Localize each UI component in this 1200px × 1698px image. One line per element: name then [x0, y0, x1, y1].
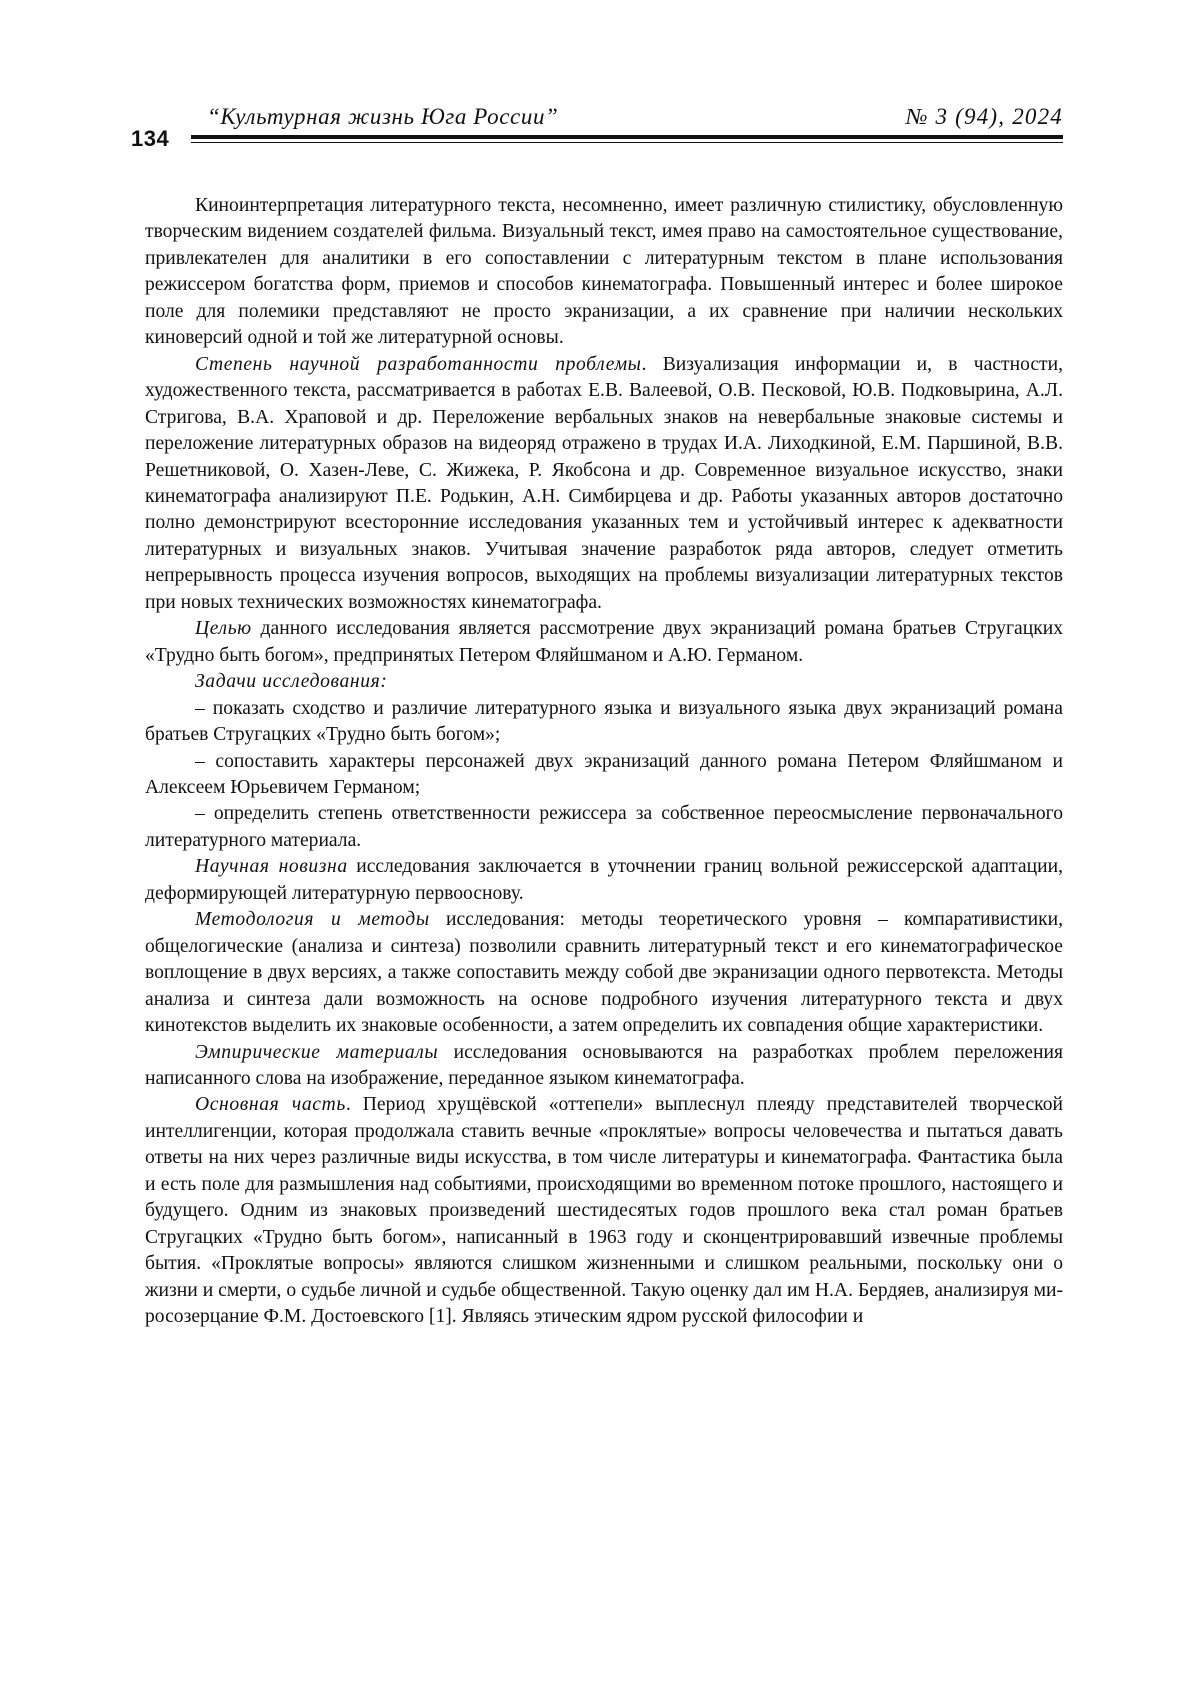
paragraph-research-degree	[145, 352, 1063, 617]
paragraph-lead: Эмпирические материалы	[195, 1042, 438, 1063]
paragraph-empirical	[145, 1040, 1063, 1093]
article-body	[145, 193, 1063, 1330]
paragraph-methodology	[145, 907, 1063, 1039]
paragraph-text: данного исследования является рассмотрение двух экранизаций романа братьев Стругацких «Трудно быть богом», предпринятых Петером Фляйшманом и А.Ю. Германом.	[145, 618, 1063, 665]
paragraph-lead: Методология и методы	[195, 909, 430, 930]
paragraph-intro	[145, 193, 1063, 352]
paragraph-tasks-heading	[145, 669, 1063, 695]
header-rule-thick	[191, 135, 1063, 139]
paragraph-text: – показать сходство и различие литературного языка и визуального языка двух экранизаций романа братьев Стругацких «Трудно быть богом»;	[145, 698, 1063, 745]
journal-title: “Культурная жизнь Юга России”	[207, 104, 558, 130]
paragraph-text: Киноинтерпретация литературного текста, несомненно, имеет различную стилисти­ку, обусловленную творческим видением создателей фильма. Визуальный текст, имея право на самостоятельное существование, привлекателен для аналитики в его сопос­тавлении с литературным текстом в плане использования режиссером богатства форм, приемов и способов кинематографа. Повышенный интерес и более широкое поле для полемики представляют не просто экранизации, а их сравнение при наличии нескольких киноверсий одной и той же литературной основы.	[145, 195, 1063, 348]
paragraph-text: . Период хрущёвской «оттепели» выплеснул плеяду представите­лей творческой интеллигенции, которая продолжала ставить вечные «проклятые» воп­росы человечества и пытаться давать ответы на них через различные виды искусст­ва, в том числе литературы и кинематографа. Фантастика была и есть поле для размышления над событиями, происходящими во временном потоке прошлого, настоя­щего и будущего. Одним из знаковых произведений шестидесятых годов прошлого века стал роман братьев Стругацких «Трудно быть богом», написанный в 1963 году и сконцентрировавший извечные проблемы бытия. «Проклятые вопросы» являются слиш­ком жизненными и слишком реальными, поскольку они о жизни и смерти, о судьбе личной и судьбе общественной. Такую оценку дал им Н.А. Бердяев, анализируя ми­росозерцание Ф.М. Достоевского [1]. Являясь этическим ядром русской философии и	[145, 1094, 1063, 1327]
paragraph-text: исследования заключается в уточнении границ вольной режис­серской адаптации, деформирующей литературную первооснову.	[145, 856, 1063, 903]
task-item	[145, 749, 1063, 802]
paragraph-lead: Целью	[195, 618, 252, 639]
paragraph-lead: Задачи исследования:	[195, 671, 387, 692]
paragraph-main-part	[145, 1092, 1063, 1330]
paragraph-lead: Основная часть	[195, 1094, 346, 1115]
paragraph-text: – определить степень ответственности режиссера за собственное переосмысление первоначального литературного материала.	[145, 803, 1063, 850]
paragraph-text: . Визуализация информации и, в частности, художественного текста, рассматривается в работах Е.В. Валеевой, О.В. Песковой, Ю.В. Подковырина, А.Л. Стригова, В.А. Храповой и др. Переложение вербальных знаков на невербальные знаковые системы и переложение литературных образов на видеоряд отражено в трудах И.А. Лиходкиной, Е.М. Паршиной, В.В. Решет­никовой, О. Хазен-Леве, С. Жижека, Р. Якобсона и др. Современное визуальное искус­ство, знаки кинематографа анализируют П.Е. Родькин, А.Н. Симбирцева и др. Работы указанных авторов достаточно полно демонстрируют всесторонние исследования ука­занных тем и устойчивый интерес к адекватности литературных и визуальных знаков. Учитывая значение разработок ряда авторов, следует отметить непрерывность процес­са изучения вопросов, выходящих на проблемы визуализации литературных текстов при новых технических возможностях кинематографа.	[145, 354, 1063, 613]
paragraph-goal	[145, 616, 1063, 669]
page-header	[131, 100, 1063, 148]
paragraph-text: – сопоставить характеры персонажей двух экранизаций данного романа Петером Фляйшманом и Алексеем Юрьевичем Германом;	[145, 751, 1063, 798]
issue-info: № 3 (94), 2024	[906, 104, 1063, 130]
task-item	[145, 801, 1063, 854]
paragraph-text: исследования: методы теоретического уровня – компа­ративистики, общелогические (анализа и синтеза) позволили сравнить литературный текст и его кинематографическое воплощение в двух версиях, а также сопоставить между собой две экранизации одного первотекста. Методы анализа и синтеза дали возможность на основе подробного изучения литературного текста и двух кинотекстов выделить их знаковые особенности, а затем определить их совпадения общие харак­теристики.	[145, 909, 1063, 1036]
paragraph-novelty	[145, 854, 1063, 907]
paragraph-text: исследования основываются на разработках проблем переложения написанного слова на изображение, переданное языком кинематографа.	[145, 1042, 1063, 1089]
header-rule-thin	[191, 142, 1063, 143]
paragraph-lead: Научная новизна	[195, 856, 348, 877]
task-item	[145, 696, 1063, 749]
page-number: 134	[131, 126, 169, 152]
paragraph-lead: Степень научной разработанности проблемы	[195, 354, 642, 375]
